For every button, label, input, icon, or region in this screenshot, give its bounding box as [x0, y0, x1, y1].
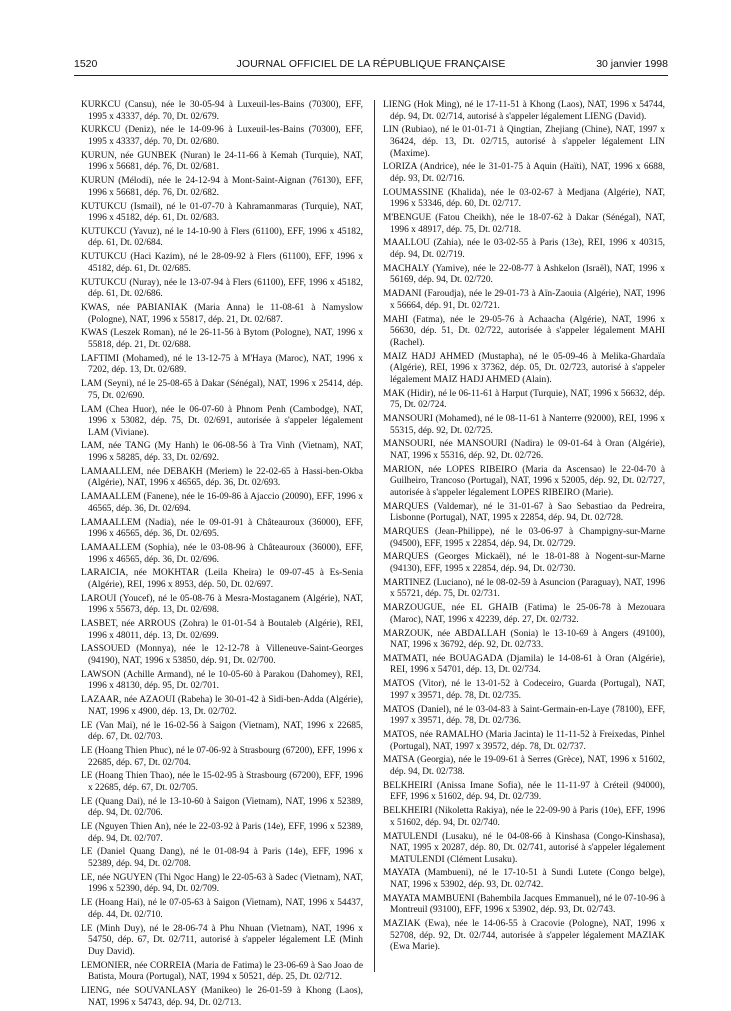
list-item: LAZAAR, née AZAOUI (Rabeha) le 30-01-42 à Sidi-ben-Adda (Algérie), NAT, 1996 x 4900, dép. 13, Dt. 02/702. — [81, 695, 363, 717]
list-item: MARZOUGUE, née EL GHAIB (Fatima) le 25-06-78 à Mezouara (Maroc), NAT, 1996 x 42239, dép. 27, Dt. 02/732. — [383, 603, 665, 625]
list-item: BELKHEIRI (Anissa Imane Sofia), née le 11-11-97 à Créteil (94000), EFF, 1996 x 51602, dép. 94, Dt. 02/739. — [383, 780, 665, 803]
list-item: LAWSON (Achille Armand), né le 10-05-60 à Parakou (Dahomey), REI, 1996 x 48130, dép. 95, Dt. 02/701. — [81, 669, 363, 692]
list-item: LAM, née TANG (My Hanh) le 06-08-56 à Tra Vinh (Vietnam), NAT, 1996 x 58285, dép. 33, Dt. 02/692. — [81, 441, 363, 464]
left-column — [81, 100, 363, 1011]
list-item: LAROUI (Youcef), né le 05-08-76 à Mesra-Mostaganem (Algérie), NAT, 1996 x 55673, dép. 13, Dt. 02/698. — [81, 593, 363, 616]
list-item: LEMONIER, née CORREIA (Maria de Fatima) le 23-06-69 à Sao Joao de Batista, Moura (Portugal), NAT, 1994 x 50521, dép. 25, Dt. 02/712. — [81, 960, 363, 983]
list-item: LOUMASSINE (Khalida), née le 03-02-67 à Medjana (Algérie), NAT, 1996 x 53346, dép. 60, Dt. 02/717. — [383, 187, 665, 210]
list-item: MAZIAK (Ewa), née le 14-06-55 à Cracovie (Pologne), NAT, 1996 x 52708, dép. 92, Dt. 02/744, autorisée à s'appeler légalement MAZIAK (Ewa Marie). — [383, 919, 665, 953]
list-item: LIENG, née SOUVANLASY (Manikeo) le 26-01-59 à Khong (Laos), NAT, 1996 x 54743, dép. 94, Dt. 02/713. — [81, 985, 363, 1008]
page-header — [74, 58, 668, 74]
list-item: LE, née NGUYEN (Thi Ngoc Hang) le 22-05-63 à Sadec (Vietnam), NAT, 1996 x 52390, dép. 94, Dt. 02/709. — [81, 872, 363, 895]
column-separator — [374, 100, 375, 972]
page-number: 1520 — [74, 58, 98, 70]
list-item: MAYATA MAMBUENI (Bahembila Jacques Emmanuel), né le 07-10-96 à Montreuil (93100), EFF, 1996 x 53902, dép. 93, Dt. 02/743. — [383, 893, 665, 916]
list-item: MAALLOU (Zahia), née le 03-02-55 à Paris (13e), REI, 1996 x 40315, dép. 94, Dt. 02/719. — [383, 238, 665, 261]
list-item: KUTUKCU (Ismail), né le 01-07-70 à Kahramanmaras (Turquie), NAT, 1996 x 45182, dép. 61, Dt. 02/683. — [81, 201, 363, 224]
list-item: LAMAALLEM, née DEBAKH (Meriem) le 22-02-65 à Hassi-ben-Okba (Algérie), NAT, 1996 x 46565, dép. 36, Dt. 02/693. — [81, 466, 363, 489]
list-item: MATSA (Georgia), née le 19-09-61 à Serres (Grèce), NAT, 1996 x 51602, dép. 94, Dt. 02/738. — [383, 755, 665, 777]
list-item: MATOS (Daniel), né le 03-04-83 à Saint-Germain-en-Laye (78100), EFF, 1997 x 39571, dép. 78, Dt. 02/736. — [383, 704, 665, 727]
list-item: BELKHEIRI (Nikoletta Rakiya), née le 22-09-90 à Paris (10e), EFF, 1996 x 51602, dép. 94, Dt. 02/740. — [383, 806, 665, 828]
list-item: LAMAALLEM (Nadia), née le 09-01-91 à Châteauroux (36000), EFF, 1996 x 46565, dép. 36, Dt. 02/695. — [81, 517, 363, 540]
list-item: MATOS (Vitor), né le 13-01-52 à Codeceiro, Guarda (Portugal), NAT, 1997 x 39571, dép. 78, Dt. 02/735. — [383, 679, 665, 701]
list-item: LAMAALLEM (Sophia), née le 03-08-96 à Châteauroux (36000), EFF, 1996 x 46565, dép. 36, Dt. 02/696. — [81, 542, 363, 565]
list-item: LAMAALLEM (Fanene), née le 16-09-86 à Ajaccio (20090), EFF, 1996 x 46565, dép. 36, Dt. 02/694. — [81, 492, 363, 514]
right-column — [383, 100, 665, 956]
list-item: LE (Van Mai), né le 16-02-56 à Saigon (Vietnam), NAT, 1996 x 22685, dép. 67, Dt. 02/703. — [81, 720, 363, 743]
list-item: MATOS, née RAMALHO (Maria Jacinta) le 11-11-52 à Freixedas, Pinhel (Portugal), NAT, 1997 x 39572, dép. 78, Dt. 02/737. — [383, 730, 665, 752]
list-item: MATULENDI (Lusaku), né le 04-08-66 à Kinshasa (Congo-Kinshasa), NAT, 1995 x 20287, dép. 80, Dt. 02/741, autorisé à s'appeler légalement MATULENDI (Clément Lusaku). — [383, 831, 665, 865]
list-item: KURUN, née GUNBEK (Nuran) le 24-11-66 à Kemah (Turquie), NAT, 1996 x 56681, dép. 76, Dt. 02/681. — [81, 150, 363, 173]
list-item: KWAS, née PABIANIAK (Maria Anna) le 11-08-61 à Namyslow (Pologne), NAT, 1996 x 55817, dép. 21, Dt. 02/687. — [81, 303, 363, 325]
list-item: LARAICIA, née MOKHTAR (Leila Kheira) le 09-07-45 à Es-Senia (Algérie), REI, 1996 x 8953, dép. 50, Dt. 02/697. — [81, 568, 363, 590]
list-item: LE (Daniel Quang Dang), né le 01-08-94 à Paris (14e), EFF, 1996 x 52389, dép. 94, Dt. 02/708. — [81, 847, 363, 870]
list-item: KWAS (Leszek Roman), né le 26-11-56 à Bytom (Pologne), NAT, 1996 x 55818, dép. 21, Dt. 02/688. — [81, 328, 363, 350]
list-item: MACHALY (Yamive), née le 22-08-77 à Ashkelon (Israël), NAT, 1996 x 56169, dép. 94, Dt. 02/720. — [383, 263, 665, 286]
list-item: LE (Hoang Hai), né le 07-05-63 à Saigon (Vietnam), NAT, 1996 x 54437, dép. 44, Dt. 02/710. — [81, 898, 363, 920]
list-item: MAIZ HADJ AHMED (Mustapha), né le 05-09-46 à Melika-Ghardaïa (Algérie), REI, 1996 x 37362, dép. 05, Dt. 02/723, autorisé à s'appeler légalement MAIZ HADJ AHMED (Alain). — [383, 351, 665, 385]
list-item: LAM (Chea Huor), née le 06-07-60 à Phnom Penh (Cambodge), NAT, 1996 x 53082, dép. 75, Dt. 02/691, autorisée à s'appeler légalement LAM (Viviane). — [81, 404, 363, 438]
list-item: LAM (Seyni), né le 25-08-65 à Dakar (Sénégal), NAT, 1996 x 25414, dép. 75, Dt. 02/690. — [81, 379, 363, 401]
list-item: MARION, née LOPES RIBEIRO (Maria da Ascensao) le 22-04-70 à Guilheiro, Trancoso (Portugal), NAT, 1996 x 52005, dép. 92, Dt. 02/727, autorisée à s'appeler légalement LOPES RIBEIRO (Marie). — [383, 464, 665, 498]
list-item: KURKCU (Cansu), née le 30-05-94 à Luxeuil-les-Bains (70300), EFF, 1995 x 43337, dép. 70, Dt. 02/679. — [81, 100, 363, 122]
list-item: LE (Nguyen Thien An), née le 22-03-92 à Paris (14e), EFF, 1996 x 52389, dép. 94, Dt. 02/707. — [81, 822, 363, 844]
list-item: MARQUES (Valdemar), né le 31-01-67 à Sao Sebastiao da Pedreira, Lisbonne (Portugal), NAT, 1995 x 22854, dép. 94, Dt. 02/728. — [383, 501, 665, 524]
list-item: KURUN (Mélodi), née le 24-12-94 à Mont-Saint-Aignan (76130), EFF, 1996 x 56681, dép. 76, Dt. 02/682. — [81, 176, 363, 198]
list-item: LAFTIMI (Mohamed), né le 13-12-75 à M'Haya (Maroc), NAT, 1996 x 7202, dép. 13, Dt. 02/689. — [81, 353, 363, 376]
list-item: MANSOURI (Mohamed), né le 08-11-61 à Nanterre (92000), REI, 1996 x 55315, dép. 92, Dt. 02/725. — [383, 413, 665, 436]
list-item: LE (Minh Duy), né le 28-06-74 à Phu Nhuan (Vietnam), NAT, 1996 x 54750, dép. 67, Dt. 02/711, autorisé à s'appeler légalement LE (Minh Duy David). — [81, 923, 363, 957]
list-item: LE (Quang Dai), né le 13-10-60 à Saigon (Vietnam), NAT, 1996 x 52389, dép. 94, Dt. 02/706. — [81, 796, 363, 819]
issue-date: 30 janvier 1998 — [596, 58, 668, 70]
list-item: LE (Hoang Thien Thao), née le 15-02-95 à Strasbourg (67200), EFF, 1996 x 22685, dép. 67, Dt. 02/705. — [81, 771, 363, 793]
list-item: MARQUES (Jean-Philippe), né le 03-06-97 à Champigny-sur-Marne (94500), EFF, 1995 x 22854, dép. 94, Dt. 02/729. — [383, 527, 665, 549]
list-item: KUTUKCU (Haci Kazim), né le 28-09-92 à Flers (61100), EFF, 1996 x 45182, dép. 61, Dt. 02/685. — [81, 252, 363, 274]
list-item: M'BENGUE (Fatou Cheikh), née le 18-07-62 à Dakar (Sénégal), NAT, 1996 x 48917, dép. 75, Dt. 02/718. — [383, 213, 665, 235]
list-item: MARTINEZ (Luciano), né le 08-02-59 à Asuncion (Paraguay), NAT, 1996 x 55721, dép. 75, Dt. 02/731. — [383, 577, 665, 600]
list-item: LASBET, née ARROUS (Zohra) le 01-01-54 à Boutaleb (Algérie), REI, 1996 x 48011, dép. 13, Dt. 02/699. — [81, 619, 363, 641]
list-item: KURKCU (Deniz), née le 14-09-96 à Luxeuil-les-Bains (70300), EFF, 1995 x 43337, dép. 70, Dt. 02/680. — [81, 125, 363, 147]
list-item: MAHI (Fatma), née le 29-05-76 à Achaacha (Algérie), NAT, 1996 x 56630, dép. 51, Dt. 02/722, autorisée à s'appeler légalement MAHI (Rachel). — [383, 314, 665, 348]
list-item: LASSOUED (Monnya), née le 12-12-78 à Villeneuve-Saint-Georges (94190), NAT, 1996 x 53850, dép. 91, Dt. 02/700. — [81, 644, 363, 667]
list-item: MATMATI, née BOUAGADA (Djamila) le 14-08-61 à Oran (Algérie), REI, 1996 x 54701, dép. 13, Dt. 02/734. — [383, 653, 665, 676]
list-item: LIN (Rubiao), né le 01-01-71 à Qingtian, Zhejiang (Chine), NAT, 1997 x 36424, dép. 13, Dt. 02/715, autorisé à s'appeler légalement LIN (Maxime). — [383, 125, 665, 159]
list-item: MAK (Hidir), né le 06-11-61 à Harput (Turquie), NAT, 1996 x 56632, dép. 75, Dt. 02/724. — [383, 388, 665, 411]
list-item: MADANI (Faroudja), née le 29-01-73 à Aïn-Zaouia (Algérie), NAT, 1996 x 56664, dép. 91, Dt. 02/721. — [383, 289, 665, 311]
list-item: MARZOUK, née ABDALLAH (Sonia) le 13-10-69 à Angers (49100), NAT, 1996 x 36792, dép. 92, Dt. 02/733. — [383, 628, 665, 651]
list-item: MARQUES (Georges Mickaël), né le 18-01-88 à Nogent-sur-Marne (94130), EFF, 1995 x 22854, dép. 94, Dt. 02/730. — [383, 552, 665, 574]
list-item: KUTUKCU (Nuray), née le 13-07-94 à Flers (61100), EFF, 1996 x 45182, dép. 61, Dt. 02/686. — [81, 277, 363, 300]
list-item: LORIZA (Andrice), née le 31-01-75 à Aquin (Haïti), NAT, 1996 x 6688, dép. 93, Dt. 02/716. — [383, 162, 665, 184]
journal-title: JOURNAL OFFICIEL DE LA RÉPUBLIQUE FRANÇAISE — [236, 58, 506, 70]
list-item: MANSOURI, née MANSOURI (Nadira) le 09-01-64 à Oran (Algérie), NAT, 1996 x 55316, dép. 92, Dt. 02/726. — [383, 439, 665, 461]
list-item: LIENG (Hok Ming), né le 17-11-51 à Khong (Laos), NAT, 1996 x 54744, dép. 94, Dt. 02/714, autorisé à s'appeler légalement LIENG (David). — [383, 100, 665, 122]
list-item: KUTUKCU (Yavuz), né le 14-10-90 à Flers (61100), EFF, 1996 x 45182, dép. 61, Dt. 02/684. — [81, 226, 363, 249]
header-rule — [74, 75, 668, 76]
list-item: MAYATA (Mambueni), né le 17-10-51 à Sundi Lutete (Congo belge), NAT, 1996 x 53902, dép. 93, Dt. 02/742. — [383, 868, 665, 891]
list-item: LE (Hoang Thien Phuc), né le 07-06-92 à Strasbourg (67200), EFF, 1996 x 22685, dép. 67, Dt. 02/704. — [81, 745, 363, 768]
